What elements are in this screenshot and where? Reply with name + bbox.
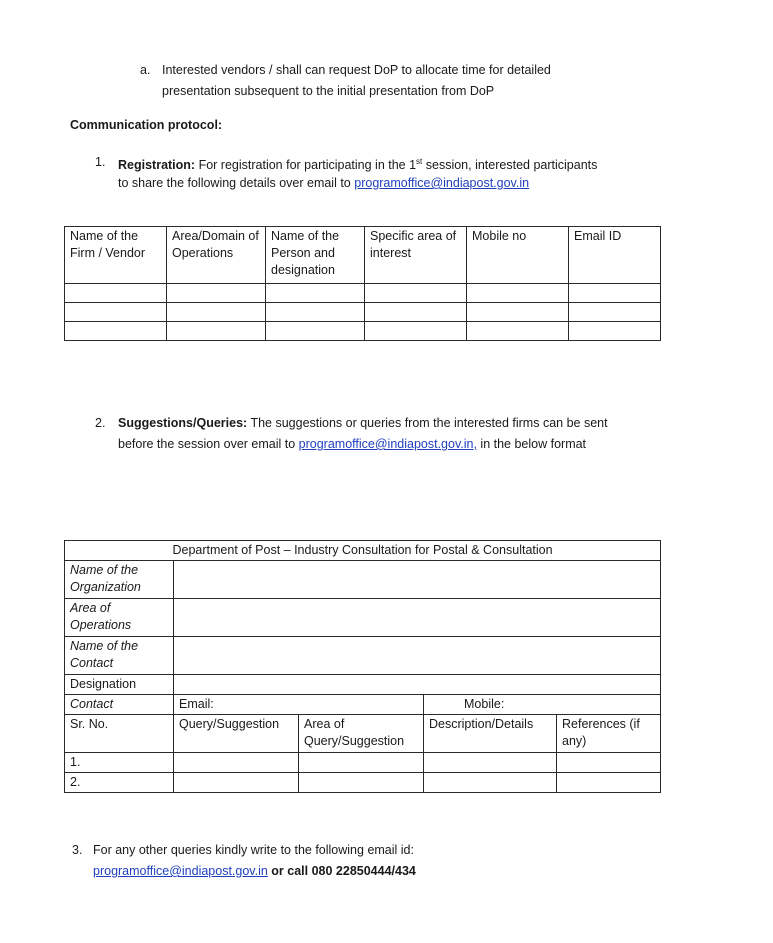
- communication-protocol-heading: Communication protocol:: [70, 118, 223, 132]
- table-row: [65, 303, 661, 322]
- item2-email-link[interactable]: programoffice@indiapost.gov.in,: [298, 437, 477, 451]
- table-cell[interactable]: [167, 284, 266, 303]
- consultation-table: [64, 540, 661, 793]
- table-cell[interactable]: [365, 322, 467, 341]
- table-cell[interactable]: [65, 322, 167, 341]
- label-contact: Contact: [65, 695, 174, 715]
- item1-line2: [118, 175, 529, 191]
- item2-line1-text: The suggestions or queries from the interested firms can be sent: [247, 416, 608, 430]
- table-cell[interactable]: [424, 773, 557, 793]
- table-cell[interactable]: [467, 303, 569, 322]
- table-row: [65, 753, 661, 773]
- table-cell[interactable]: [299, 773, 424, 793]
- header-email: Email ID: [569, 227, 661, 284]
- table-cell[interactable]: [569, 284, 661, 303]
- table-cell[interactable]: [167, 322, 266, 341]
- item-a-line2: presentation subsequent to the initial presentation from DoP: [162, 84, 495, 98]
- item1-text-after-sup: session, interested participants: [422, 158, 598, 173]
- row-contact-name: [65, 637, 661, 675]
- value-contact-name[interactable]: [174, 637, 661, 675]
- header-query-suggestion: Query/Suggestion: [174, 715, 299, 753]
- row-query-header: [65, 715, 661, 753]
- header-specific-area: Specific area of interest: [365, 227, 467, 284]
- sr-no-cell: 1.: [65, 753, 174, 773]
- consultation-title: Department of Post – Industry Consultation for Postal & Consultation: [65, 541, 661, 561]
- item-a-marker: a.: [140, 63, 151, 77]
- table-cell[interactable]: [65, 303, 167, 322]
- table-cell[interactable]: [174, 753, 299, 773]
- item2-line1: [118, 415, 608, 431]
- item1-label: Registration:: [118, 158, 196, 173]
- label-designation: Designation: [65, 675, 174, 695]
- item3-number: 3.: [72, 843, 83, 857]
- item3-call-text: or call 080 22850444/434: [267, 864, 416, 878]
- table-cell[interactable]: [467, 322, 569, 341]
- table-row: [65, 322, 661, 341]
- item3-email-link[interactable]: programoffice@indiapost.gov.in: [93, 864, 268, 878]
- label-organization: Name of the Organization: [65, 561, 174, 599]
- table-cell[interactable]: [365, 303, 467, 322]
- consultation-title-row: [65, 541, 661, 561]
- table-cell[interactable]: [569, 322, 661, 341]
- table-cell[interactable]: [167, 303, 266, 322]
- table-cell[interactable]: [424, 753, 557, 773]
- label-area-operations: Area of Operations: [65, 599, 174, 637]
- table-cell[interactable]: [365, 284, 467, 303]
- item2-line2-before: before the session over email to: [118, 437, 299, 451]
- table-cell[interactable]: [557, 753, 661, 773]
- table-row: [65, 773, 661, 793]
- sr-no-cell: 2.: [65, 773, 174, 793]
- item2-label: Suggestions/Queries:: [118, 416, 248, 430]
- row-area-operations: [65, 599, 661, 637]
- item2-line2-after: in the below format: [476, 437, 587, 451]
- table-row: [65, 284, 661, 303]
- registration-header-row: [65, 227, 661, 284]
- table-cell[interactable]: [174, 773, 299, 793]
- table-cell[interactable]: [467, 284, 569, 303]
- item1-email-link[interactable]: programoffice@indiapost.gov.in: [354, 176, 530, 190]
- header-person: Name of the Person and designation: [266, 227, 365, 284]
- row-contact: [65, 695, 661, 715]
- header-sr-no: Sr. No.: [65, 715, 174, 753]
- email-label: Email:: [174, 695, 424, 715]
- header-area-of-query: Area of Query/Suggestion: [299, 715, 424, 753]
- value-organization[interactable]: [174, 561, 661, 599]
- header-references: References (if any): [557, 715, 661, 753]
- item3-line2: [93, 863, 416, 879]
- label-contact-name: Name of the Contact: [65, 637, 174, 675]
- header-mobile: Mobile no: [467, 227, 569, 284]
- header-area-domain: Area/Domain of Operations: [167, 227, 266, 284]
- item1-number: 1.: [95, 155, 106, 169]
- table-cell[interactable]: [266, 322, 365, 341]
- item1-sup: st: [416, 157, 423, 166]
- row-designation: [65, 675, 661, 695]
- table-cell[interactable]: [266, 284, 365, 303]
- item-a-line1: Interested vendors / shall can request DoP to allocate time for detailed: [162, 63, 551, 77]
- value-designation[interactable]: [174, 675, 661, 695]
- table-cell[interactable]: [299, 753, 424, 773]
- value-area-operations[interactable]: [174, 599, 661, 637]
- mobile-label: Mobile:: [424, 695, 661, 715]
- table-cell[interactable]: [569, 303, 661, 322]
- row-organization: [65, 561, 661, 599]
- item2-number: 2.: [95, 416, 106, 430]
- registration-table: [64, 226, 661, 341]
- header-description: Description/Details: [424, 715, 557, 753]
- item3-line1: For any other queries kindly write to the following email id:: [93, 843, 414, 857]
- table-cell[interactable]: [557, 773, 661, 793]
- item1-line1: [118, 154, 597, 173]
- table-cell[interactable]: [65, 284, 167, 303]
- table-cell[interactable]: [266, 303, 365, 322]
- item1-line2-text: to share the following details over email to: [118, 176, 355, 190]
- item2-line2: [118, 436, 586, 452]
- item1-text-before-sup: For registration for participating in the 1: [198, 158, 417, 173]
- header-firm: Name of the Firm / Vendor: [65, 227, 167, 284]
